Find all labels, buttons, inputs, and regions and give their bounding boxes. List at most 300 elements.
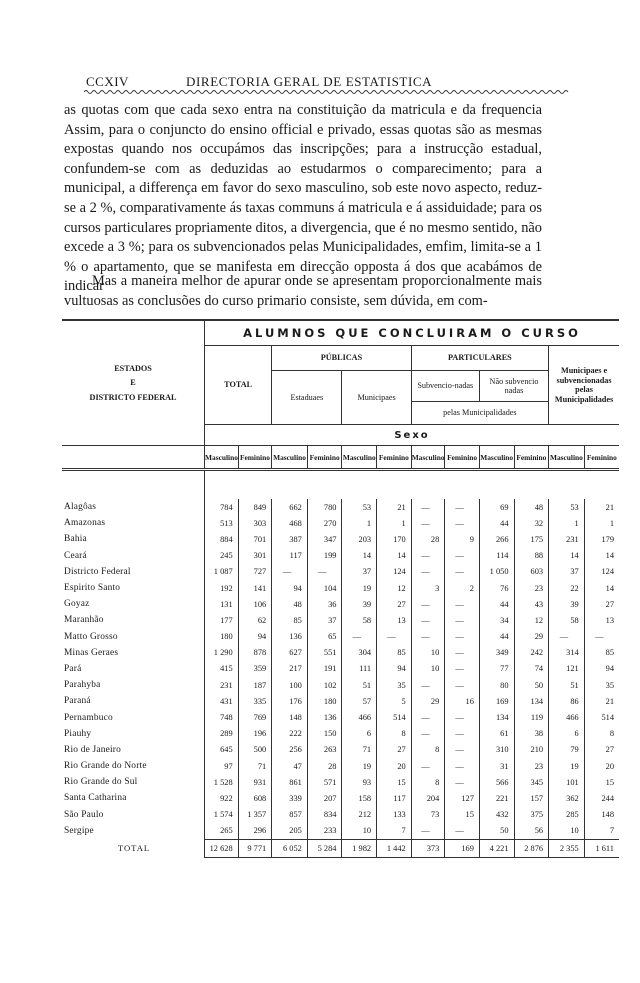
masculino-value: 39 [342, 596, 377, 612]
feminino-value: 1 611 [584, 839, 619, 857]
feminino-value: 14 [377, 548, 412, 564]
feminino-value: 136 [307, 709, 342, 725]
feminino-value: 16 [445, 693, 480, 709]
masculino-value: 114 [479, 548, 514, 564]
feminino-value: — [445, 823, 480, 840]
masculino-value: 627 [272, 645, 308, 661]
masculino-value: 19 [342, 580, 377, 596]
feminino-value: — [445, 758, 480, 774]
masculino-column-header: Masculino [205, 446, 239, 470]
feminino-value: 74 [514, 661, 549, 677]
masculino-value: 58 [549, 612, 585, 628]
table-row [62, 548, 619, 564]
feminino-value: — [377, 629, 412, 645]
masculino-value: 31 [479, 758, 514, 774]
masculino-value: 76 [479, 580, 514, 596]
masculino-value: 349 [479, 645, 514, 661]
feminino-value: 28 [307, 758, 342, 774]
stub-header-line-1: ESTADOS [114, 363, 152, 373]
feminino-value: 345 [514, 774, 549, 790]
table-row [62, 742, 619, 758]
feminino-value: 35 [377, 677, 412, 693]
feminino-value: 124 [377, 564, 412, 580]
masculino-value: 134 [479, 709, 514, 725]
feminino-value: 769 [238, 709, 272, 725]
feminino-value: 37 [307, 612, 342, 628]
feminino-value: 608 [238, 790, 272, 806]
state-name: Matto Grosso [64, 631, 118, 642]
publicas-header: PÚBLICAS [272, 346, 411, 371]
feminino-value: 21 [584, 693, 619, 709]
feminino-column-header: Feminino [377, 446, 412, 470]
masculino-value: 14 [549, 548, 585, 564]
masculino-value: 10 [411, 661, 445, 677]
feminino-column-header: Feminino [584, 446, 619, 470]
feminino-value: 20 [584, 758, 619, 774]
masculino-value: 12 628 [205, 839, 239, 857]
feminino-value: 270 [307, 515, 342, 531]
feminino-value: 8 [377, 726, 412, 742]
table-row [62, 564, 619, 580]
feminino-value: 94 [377, 661, 412, 677]
masculino-value: 37 [549, 564, 585, 580]
masculino-column-header: Masculino [342, 446, 377, 470]
feminino-value: — [445, 564, 480, 580]
masculino-value: — [272, 564, 308, 580]
feminino-value: 244 [584, 790, 619, 806]
masculino-value: 93 [342, 774, 377, 790]
table-row [62, 709, 619, 725]
feminino-value: 23 [514, 758, 549, 774]
feminino-value: — [445, 629, 480, 645]
feminino-value: — [445, 645, 480, 661]
feminino-value: 13 [377, 612, 412, 628]
feminino-value: 303 [238, 515, 272, 531]
feminino-value: 94 [238, 629, 272, 645]
masculino-value: 231 [549, 531, 585, 547]
masculino-value: 121 [549, 661, 585, 677]
feminino-value: — [445, 774, 480, 790]
feminino-value: 196 [238, 726, 272, 742]
feminino-value: 133 [377, 807, 412, 823]
masculino-value: 51 [342, 677, 377, 693]
masculino-value: 1 290 [205, 645, 239, 661]
masculino-value: 310 [479, 742, 514, 758]
masculino-value: 431 [205, 693, 239, 709]
wavy-rule [84, 89, 569, 95]
feminino-value: — [445, 677, 480, 693]
table-row [62, 774, 619, 790]
table-row [62, 758, 619, 774]
masculino-value: 861 [272, 774, 308, 790]
table-row [62, 531, 619, 547]
masculino-value: 158 [342, 790, 377, 806]
feminino-value: 727 [238, 564, 272, 580]
feminino-value: 85 [584, 645, 619, 661]
table-row [62, 807, 619, 823]
masculino-value: 177 [205, 612, 239, 628]
feminino-value: — [445, 515, 480, 531]
masculino-value: 19 [342, 758, 377, 774]
masculino-value: 217 [272, 661, 308, 677]
body-paragraph-1: as quotas com que cada sexo entra na constituição da matricula e da frequencia Assim, para o conjuncto do ensino official e privado, essas quotas são as mesmas expostas quando nos occupámos das inscripções; para a instrucção estadual, confundem-se com as deduzidas ao estudarmos o comparecimento; para a municipal, a differença em favor do sexo masculino, sob este novo aspecto, reduz-se a 2 %, comparativamente ás taxas communs á matricula e á assiduidade; para os cursos particulares propriamente ditos, a divergencia, que é no mesmo sentido, não excede a 3 %; para os subvencionados pelas Municipalidades, emfim, limita-se a 1 % o apartamento, que se manifesta em direcção opposta á dos que acabámos de indicar [64, 102, 542, 295]
total-label: TOTAL [117, 843, 151, 854]
feminino-value: 117 [377, 790, 412, 806]
stub-header-line-3: DISTRICTO FEDERAL [89, 392, 177, 402]
feminino-value: 571 [307, 774, 342, 790]
feminino-value: 12 [377, 580, 412, 596]
feminino-value: 187 [238, 677, 272, 693]
feminino-value: — [445, 612, 480, 628]
state-name: Alagôas [64, 502, 97, 513]
feminino-value: 29 [514, 629, 549, 645]
feminino-value: 7 [377, 823, 412, 840]
table-row [62, 645, 619, 661]
masculino-value: 212 [342, 807, 377, 823]
masculino-value: 362 [549, 790, 585, 806]
masculino-value: 1 087 [205, 564, 239, 580]
feminino-value: 104 [307, 580, 342, 596]
feminino-value: 27 [584, 742, 619, 758]
masculino-value: 3 [411, 580, 445, 596]
total-row [62, 839, 619, 857]
masculino-value: 71 [342, 742, 377, 758]
state-name: Goyaz [64, 599, 90, 610]
masculino-value: 415 [205, 661, 239, 677]
feminino-value: 849 [238, 499, 272, 515]
state-name: São Paulo [64, 809, 104, 820]
state-name: Districto Federal [64, 566, 131, 577]
masculino-column-header: Masculino [272, 446, 308, 470]
feminino-value: 15 [377, 774, 412, 790]
pelas-municipalidades-header: pelas Municipalidades [411, 402, 548, 425]
masculino-value: 922 [205, 790, 239, 806]
masculino-value: — [411, 612, 445, 628]
page-header [64, 74, 576, 94]
state-name: Sergipe [64, 826, 94, 837]
masculino-value: 19 [549, 758, 585, 774]
feminino-value: — [445, 726, 480, 742]
feminino-value: 102 [307, 677, 342, 693]
feminino-value: 106 [238, 596, 272, 612]
running-head: DIRECTORIA GERAL DE ESTATISTICA [186, 74, 433, 89]
masculino-value: 53 [549, 499, 585, 515]
feminino-value: 207 [307, 790, 342, 806]
masculino-value: 97 [205, 758, 239, 774]
masculino-value: — [411, 499, 445, 515]
feminino-value: 124 [584, 564, 619, 580]
state-name: Rio Grande do Sul [64, 777, 138, 788]
masculino-value: — [411, 629, 445, 645]
masculino-value: 192 [205, 580, 239, 596]
masculino-value: 28 [411, 531, 445, 547]
feminino-value: 56 [514, 823, 549, 840]
masculino-value: 221 [479, 790, 514, 806]
feminino-column-header: Feminino [238, 446, 272, 470]
masculino-value: — [342, 629, 377, 645]
table-row [62, 823, 619, 840]
feminino-value: 1 [584, 515, 619, 531]
masculino-value: — [411, 515, 445, 531]
masculino-value: 50 [479, 823, 514, 840]
feminino-value: 127 [445, 790, 480, 806]
masculino-value: 100 [272, 677, 308, 693]
feminino-value: 85 [377, 645, 412, 661]
table-row [62, 693, 619, 709]
masculino-value: 6 [342, 726, 377, 742]
masculino-value: 73 [411, 807, 445, 823]
subvencionadas-header: Subvencio-nadas [411, 371, 479, 402]
feminino-value: 12 [514, 612, 549, 628]
masculino-value: 432 [479, 807, 514, 823]
masculino-value: 79 [549, 742, 585, 758]
total-header: TOTAL [205, 346, 272, 425]
masculino-value: 222 [272, 726, 308, 742]
feminino-value: 88 [514, 548, 549, 564]
feminino-value: 301 [238, 548, 272, 564]
feminino-value: 21 [584, 499, 619, 515]
masculino-value: 304 [342, 645, 377, 661]
feminino-value: 1 [377, 515, 412, 531]
feminino-value: 199 [307, 548, 342, 564]
masculino-value: 4 221 [479, 839, 514, 857]
masculino-value: — [411, 548, 445, 564]
masculino-value: 314 [549, 645, 585, 661]
stub-spacer [62, 446, 205, 470]
feminino-value: 27 [584, 596, 619, 612]
feminino-value: 179 [584, 531, 619, 547]
masculino-value: — [411, 596, 445, 612]
feminino-value: 878 [238, 645, 272, 661]
feminino-value: 701 [238, 531, 272, 547]
feminino-value: 242 [514, 645, 549, 661]
masculino-value: 387 [272, 531, 308, 547]
feminino-column-header: Feminino [514, 446, 549, 470]
feminino-value: 36 [307, 596, 342, 612]
masculino-value: — [411, 677, 445, 693]
feminino-column-header: Feminino [445, 446, 480, 470]
masculino-value: — [411, 823, 445, 840]
feminino-value: 157 [514, 790, 549, 806]
feminino-value: 2 [445, 580, 480, 596]
masculino-value: — [549, 629, 585, 645]
body-paragraph-2: Mas a maneira melhor de apurar onde se apresentam proporcionalmente mais vultuosas as conclusões do curso primario consiste, sem dúvida, em com- [64, 273, 542, 309]
feminino-value: 1 357 [238, 807, 272, 823]
masculino-value: 339 [272, 790, 308, 806]
feminino-value: 27 [377, 596, 412, 612]
state-name: Rio de Janeiro [64, 744, 121, 755]
feminino-value: 35 [584, 677, 619, 693]
masculino-value: 204 [411, 790, 445, 806]
table-row [62, 612, 619, 628]
masculino-value: 37 [342, 564, 377, 580]
feminino-value: 210 [514, 742, 549, 758]
masculino-value: 34 [479, 612, 514, 628]
masculino-value: 58 [342, 612, 377, 628]
masculino-value: 86 [549, 693, 585, 709]
feminino-value: — [445, 499, 480, 515]
masculino-value: 289 [205, 726, 239, 742]
masculino-value: 117 [272, 548, 308, 564]
feminino-value: 180 [307, 693, 342, 709]
masculino-value: 48 [272, 596, 308, 612]
masculino-value: 77 [479, 661, 514, 677]
masculino-value: 203 [342, 531, 377, 547]
feminino-value: 514 [584, 709, 619, 725]
masculino-value: 61 [479, 726, 514, 742]
feminino-value: 335 [238, 693, 272, 709]
masculino-value: 39 [549, 596, 585, 612]
feminino-value: 119 [514, 709, 549, 725]
feminino-value: 170 [377, 531, 412, 547]
masculino-value: 180 [205, 629, 239, 645]
table-row [62, 726, 619, 742]
masculino-value: 513 [205, 515, 239, 531]
masculino-value: 285 [549, 807, 585, 823]
masculino-value: 169 [479, 693, 514, 709]
masculino-value: 265 [205, 823, 239, 840]
masculino-value: 1 528 [205, 774, 239, 790]
feminino-value: 375 [514, 807, 549, 823]
feminino-value: 7 [584, 823, 619, 840]
masculino-value: — [411, 564, 445, 580]
masculino-value: 10 [342, 823, 377, 840]
feminino-value: 359 [238, 661, 272, 677]
feminino-value: — [445, 596, 480, 612]
spacer-row [62, 470, 619, 500]
feminino-value: 71 [238, 758, 272, 774]
feminino-value: 13 [584, 612, 619, 628]
masculino-value: 44 [479, 596, 514, 612]
state-name: Pernambuco [64, 712, 113, 723]
feminino-value: 551 [307, 645, 342, 661]
feminino-value: 233 [307, 823, 342, 840]
estaduaes-header: Estaduaes [272, 371, 342, 425]
masculino-column-header: Masculino [411, 446, 445, 470]
feminino-value: 21 [377, 499, 412, 515]
feminino-column-header: Feminino [307, 446, 342, 470]
feminino-value: 603 [514, 564, 549, 580]
feminino-value: 780 [307, 499, 342, 515]
masculino-value: 266 [479, 531, 514, 547]
masculino-value: — [411, 758, 445, 774]
masculino-column-header: Masculino [479, 446, 514, 470]
masculino-value: 51 [549, 677, 585, 693]
statistics-table [62, 319, 619, 864]
masculino-value: 101 [549, 774, 585, 790]
masculino-value: — [411, 726, 445, 742]
masculino-value: 44 [479, 515, 514, 531]
masculino-value: 645 [205, 742, 239, 758]
table-row [62, 629, 619, 645]
masculino-value: 1 050 [479, 564, 514, 580]
masculino-value: 566 [479, 774, 514, 790]
feminino-value: — [445, 709, 480, 725]
masculino-value: 131 [205, 596, 239, 612]
table-row [62, 790, 619, 806]
feminino-value: 169 [445, 839, 480, 857]
stub-header [62, 320, 205, 446]
masculino-value: 47 [272, 758, 308, 774]
feminino-value: 94 [584, 661, 619, 677]
table-title: ALUMNOS QUE CONCLUIRAM O CURSO [205, 320, 619, 346]
feminino-value: 9 [445, 531, 480, 547]
feminino-value: 347 [307, 531, 342, 547]
masculino-value: 2 355 [549, 839, 585, 857]
feminino-value: 23 [514, 580, 549, 596]
masculino-value: 80 [479, 677, 514, 693]
feminino-value: 20 [377, 758, 412, 774]
particulares-header: PARTICULARES [411, 346, 548, 371]
feminino-value: 148 [584, 807, 619, 823]
masculino-value: 205 [272, 823, 308, 840]
state-name: Ceará [64, 550, 87, 561]
masculino-value: 148 [272, 709, 308, 725]
feminino-value: — [584, 629, 619, 645]
masculino-value: 69 [479, 499, 514, 515]
state-name: Piauhy [64, 728, 92, 739]
table-row [62, 661, 619, 677]
masculino-value: 256 [272, 742, 308, 758]
state-name: Parahyba [64, 680, 101, 691]
masculino-value: 784 [205, 499, 239, 515]
masculino-value: 111 [342, 661, 377, 677]
state-name: Minas Geraes [64, 647, 119, 658]
feminino-value: 50 [514, 677, 549, 693]
feminino-value: 175 [514, 531, 549, 547]
masculino-value: 1 [549, 515, 585, 531]
feminino-value: — [445, 548, 480, 564]
state-name: Rio Grande do Norte [64, 761, 147, 772]
masculino-value: 14 [342, 548, 377, 564]
feminino-value: — [307, 564, 342, 580]
feminino-value: 14 [584, 580, 619, 596]
masculino-value: 8 [411, 774, 445, 790]
masculino-value: 466 [549, 709, 585, 725]
masculino-value: 1 982 [342, 839, 377, 857]
stub-header-line-2: E [130, 378, 136, 388]
masculino-value: 1 [342, 515, 377, 531]
feminino-value: 134 [514, 693, 549, 709]
feminino-value: — [445, 742, 480, 758]
masculino-value: 10 [411, 645, 445, 661]
masculino-value: 231 [205, 677, 239, 693]
feminino-value: 500 [238, 742, 272, 758]
table-row [62, 677, 619, 693]
feminino-value: 32 [514, 515, 549, 531]
masculino-value: — [411, 709, 445, 725]
masculino-value: 29 [411, 693, 445, 709]
feminino-value: 150 [307, 726, 342, 742]
state-name: Paraná [64, 696, 91, 707]
state-name: Amazonas [64, 518, 106, 529]
feminino-value: — [445, 661, 480, 677]
masculino-value: 857 [272, 807, 308, 823]
feminino-value: 263 [307, 742, 342, 758]
feminino-value: 15 [584, 774, 619, 790]
feminino-value: 834 [307, 807, 342, 823]
masculino-value: 57 [342, 693, 377, 709]
feminino-value: 27 [377, 742, 412, 758]
feminino-value: 8 [584, 726, 619, 742]
feminino-value: 15 [445, 807, 480, 823]
nao-subvencionadas-header: Não subvencio nadas [479, 371, 548, 402]
masculino-value: 22 [549, 580, 585, 596]
page-number: CCXIV [86, 74, 129, 89]
feminino-value: 62 [238, 612, 272, 628]
masculino-column-header: Masculino [549, 446, 585, 470]
feminino-value: 296 [238, 823, 272, 840]
